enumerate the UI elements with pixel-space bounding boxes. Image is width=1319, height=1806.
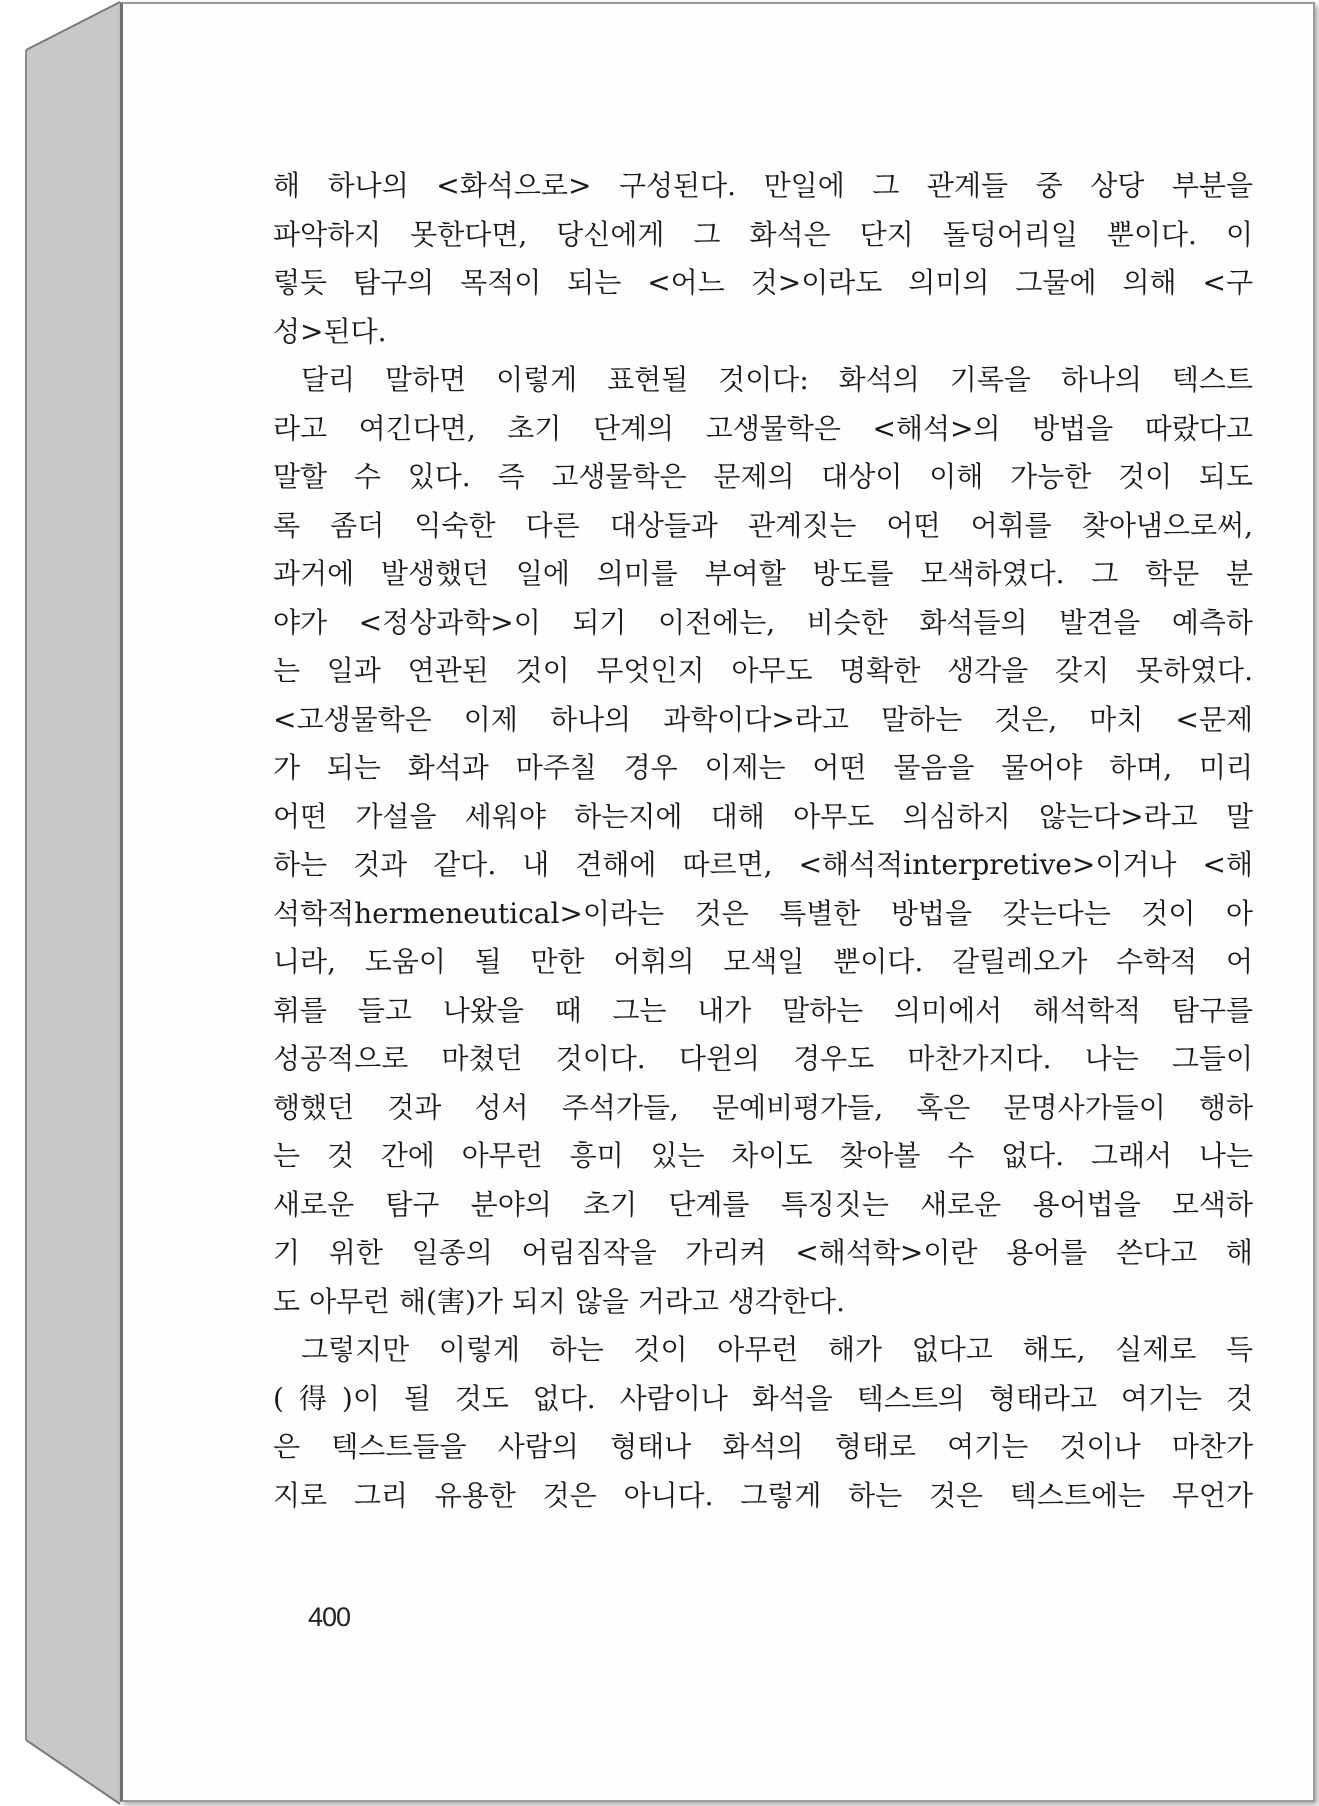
paragraph <box>273 162 1253 356</box>
text-line: 지로 그리 유용한 것은 아니다. 그렇게 하는 것은 텍스트에는 무언가 <box>273 1478 1253 1512</box>
text-line: 가 되는 화석과 마주칠 경우 이제는 어떤 물음을 물어야 하며, 미리 <box>273 751 1253 784</box>
text-line: 석학적hermeneutical>이라는 것은 특별한 방법을 갖는다는 것이 아 <box>273 896 1253 930</box>
body-text <box>273 162 1253 1520</box>
text-line: 달리 말하면 이렇게 표현될 것이다: 화석의 기록을 하나의 텍스트 <box>301 363 1253 396</box>
text-line: 야가 <정상과학>이 되기 이전에는, 비슷한 화석들의 발견을 예측하 <box>273 605 1253 639</box>
text-line: 니라, 도움이 될 만한 어휘의 모색일 뿐이다. 갈릴레오가 수학적 어 <box>273 945 1253 978</box>
book-spine-edge <box>0 0 125 1806</box>
paragraph <box>273 1326 1253 1520</box>
text-line: 성공적으로 마쳤던 것이다. 다윈의 경우도 마찬가지다. 나는 그들이 <box>273 1042 1253 1075</box>
text-line: 말할 수 있다. 즉 고생물학은 문제의 대상이 이해 가능한 것이 되도 <box>273 460 1253 493</box>
text-line: 파악하지 못한다면, 당신에게 그 화석은 단지 돌덩어리일 뿐이다. 이 <box>273 217 1253 251</box>
text-line: 행했던 것과 성서 주석가들, 문예비평가들, 혹은 문명사가들이 행하 <box>273 1090 1253 1124</box>
text-line: 어떤 가설을 세워야 하는지에 대해 아무도 의심하지 않는다>라고 말 <box>273 799 1253 833</box>
text-line: 는 일과 연관된 것이 무엇인지 아무도 명확한 생각을 갖지 못하였다. <box>273 654 1253 687</box>
text-line: 렇듯 탐구의 목적이 되는 <어느 것>이라도 의미의 그물에 의해 <구 <box>273 266 1253 299</box>
text-line: 새로운 탐구 분야의 초기 단계를 특징짓는 새로운 용어법을 모색하 <box>273 1187 1253 1221</box>
text-line: 라고 여긴다면, 초기 단계의 고생물학은 <해석>의 방법을 따랐다고 <box>273 411 1253 445</box>
text-line: 그렇지만 이렇게 하는 것이 아무런 해가 없다고 해도, 실제로 득 <box>301 1333 1253 1366</box>
text-line: 기 위한 일종의 어림짐작을 가리켜 <해석학>이란 용어를 쓴다고 해 <box>273 1236 1253 1269</box>
text-line: (得)이 될 것도 없다. 사람이나 화석을 텍스트의 형태라고 여기는 것 <box>273 1381 1253 1415</box>
text-line: 은 텍스트들을 사람의 형태나 화석의 형태로 여기는 것이나 마찬가 <box>273 1430 1253 1463</box>
page-number: 400 <box>308 1602 351 1632</box>
text-line: 과거에 발생했던 일에 의미를 부여할 방도를 모색하였다. 그 학문 분 <box>273 557 1253 590</box>
text-line: 성>된다. <box>273 314 387 348</box>
text-line: 해 하나의 <화석으로> 구성된다. 만일에 그 관계들 중 상당 부분을 <box>273 169 1253 202</box>
text-line: <고생물학은 이제 하나의 과학이다>라고 말하는 것은, 마치 <문제 <box>273 702 1253 736</box>
text-line: 하는 것과 같다. 내 견해에 따르면, <해석적interpretive>이거나 <해 <box>273 848 1253 881</box>
paragraph <box>273 356 1253 1326</box>
text-line: 는 것 간에 아무런 흥미 있는 차이도 찾아볼 수 없다. 그래서 나는 <box>273 1139 1253 1172</box>
text-line: 록 좀더 익숙한 다른 대상들과 관계짓는 어떤 어휘를 찾아냄으로써, <box>273 508 1253 542</box>
text-line: 도 아무런 해(害)가 되지 않을 거라고 생각한다. <box>273 1284 845 1318</box>
text-line: 휘를 들고 나왔을 때 그는 내가 말하는 의미에서 해석학적 탐구를 <box>273 993 1253 1027</box>
book-page <box>120 2 1315 1802</box>
